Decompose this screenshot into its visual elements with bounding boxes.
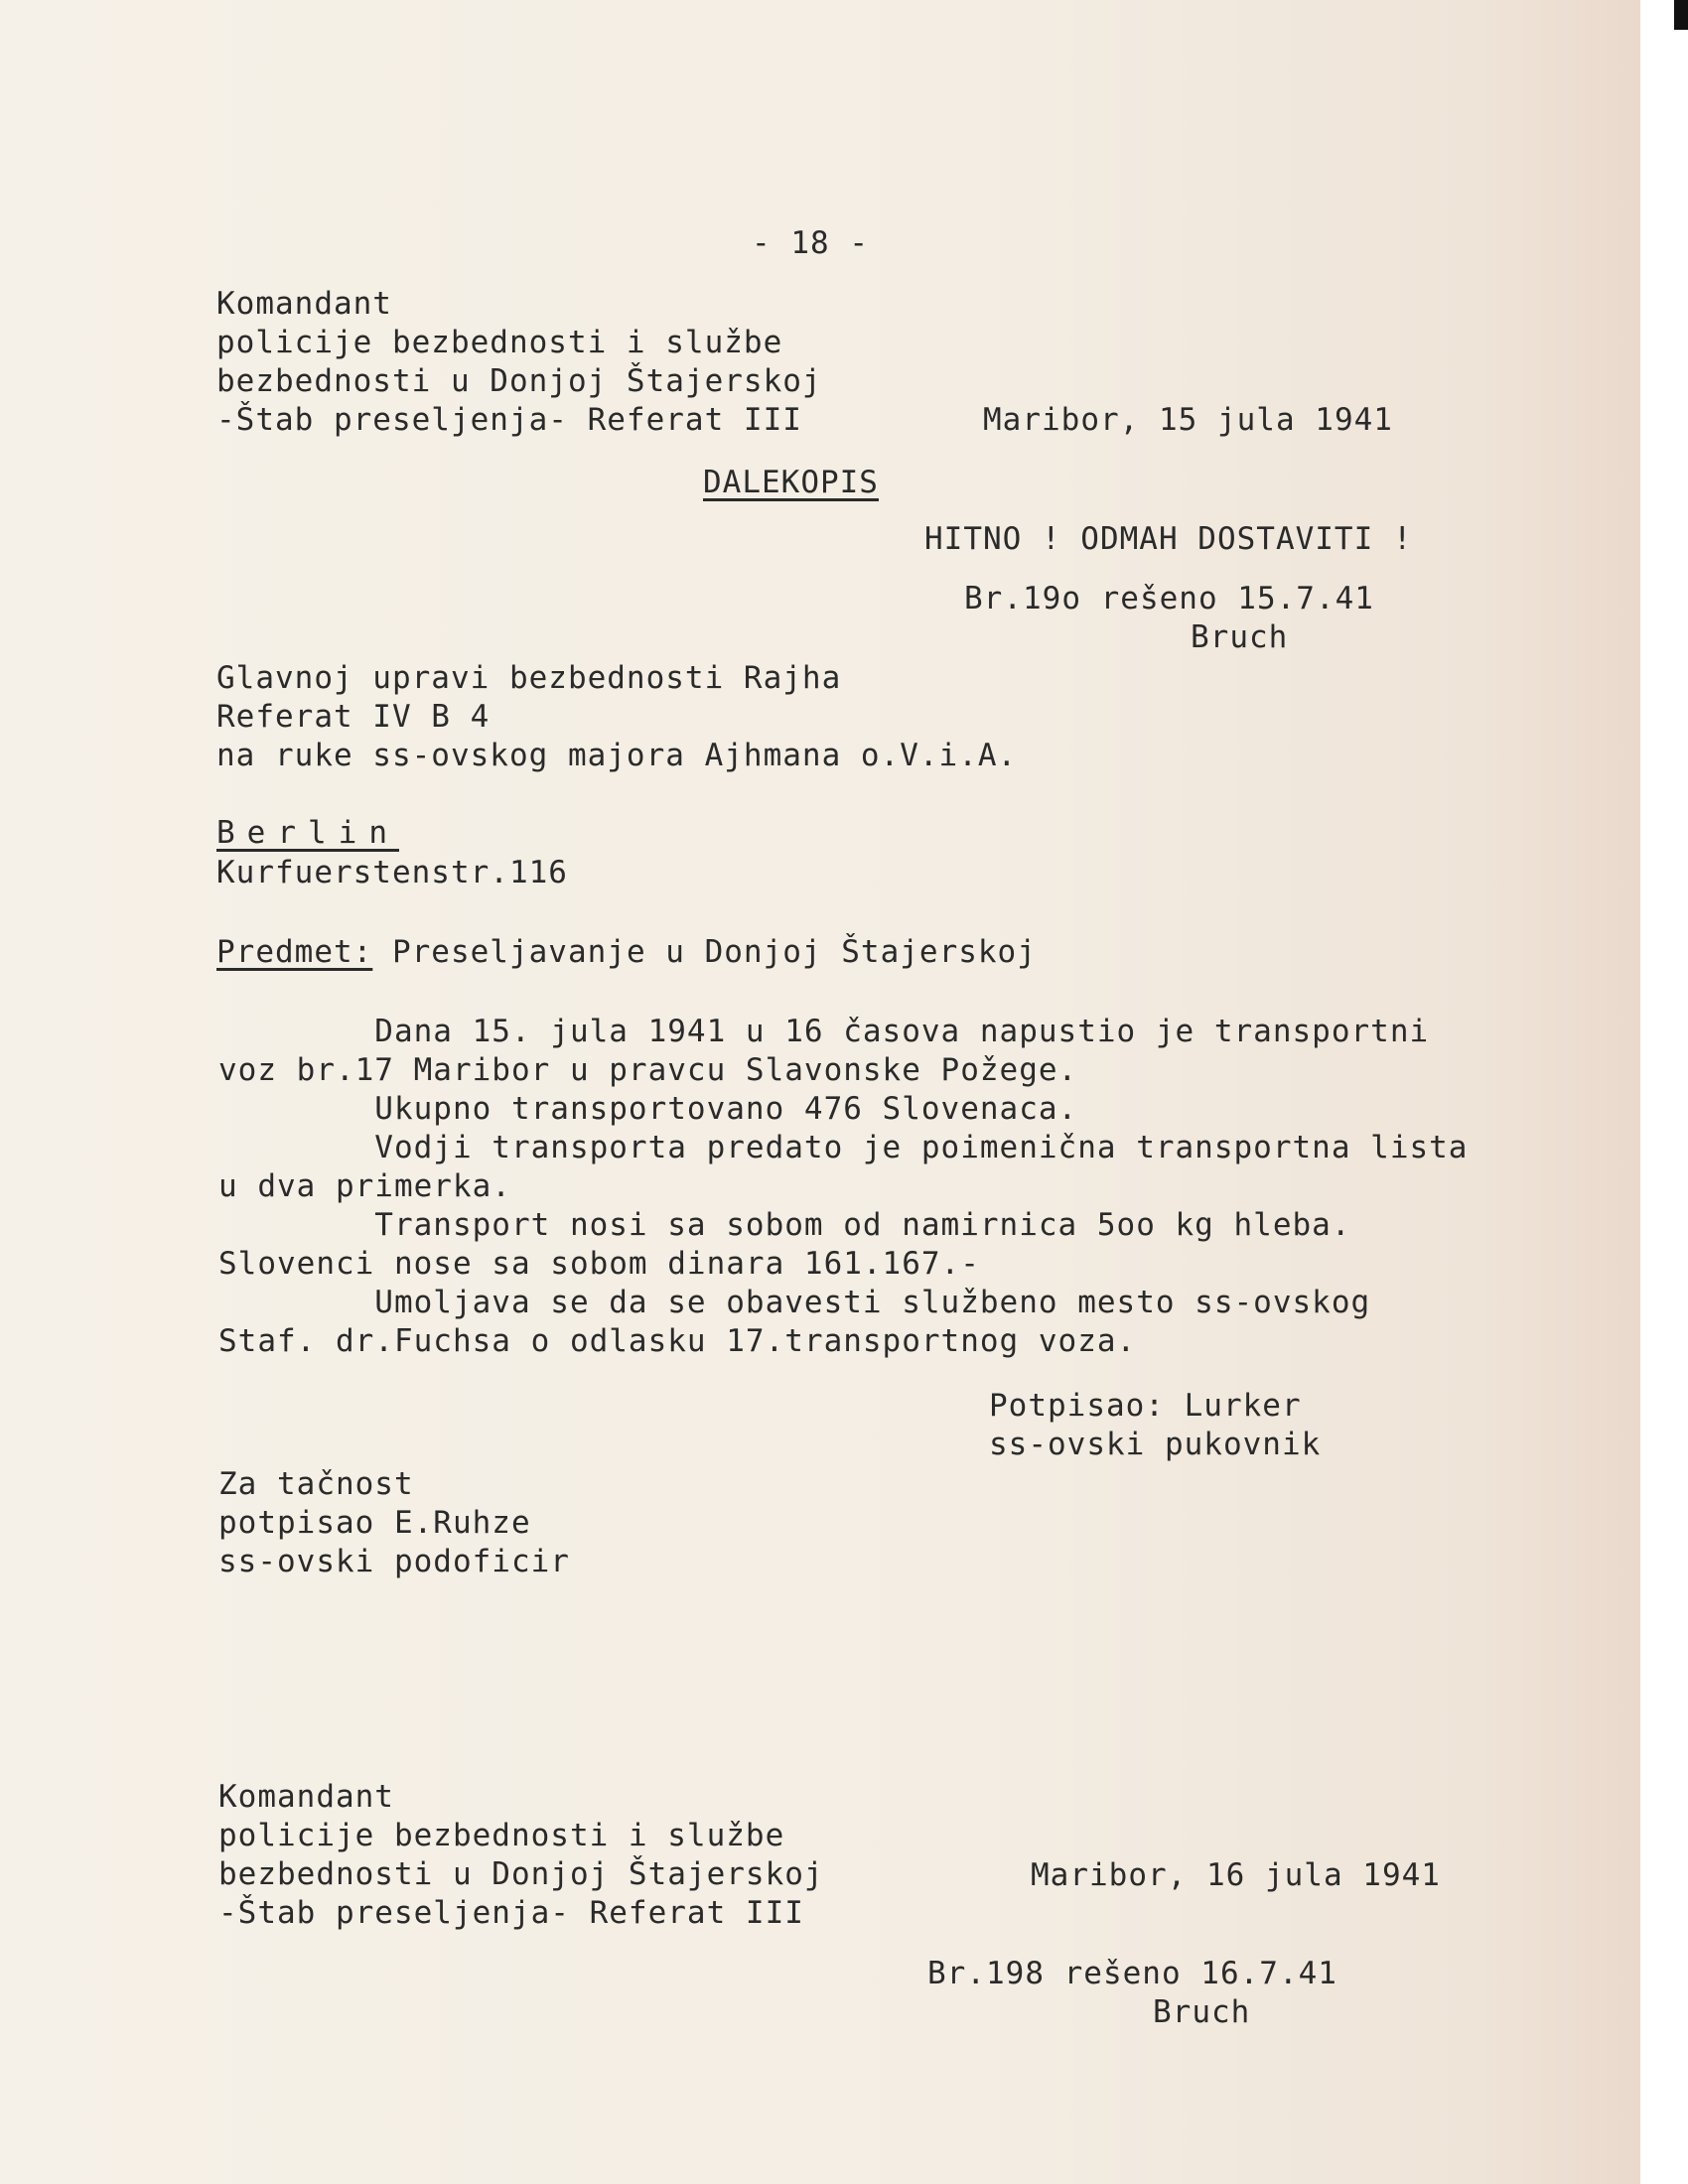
sender-line: policije bezbednosti i službe — [216, 325, 783, 360]
accuracy-line: Za tačnost — [218, 1466, 414, 1502]
letter2-place-date: Maribor, 16 jula 1941 — [1031, 1857, 1441, 1893]
sender-line: -Štab preseljenja- Referat III — [218, 1895, 804, 1931]
page-edge-mark — [1674, 0, 1688, 30]
recipient-line: Glavnoj upravi bezbednosti Rajha — [216, 660, 842, 696]
subject-text: Preseljavanje u Donjoj Štajerskoj — [391, 934, 1037, 970]
body-line: u dva primerka. — [218, 1168, 511, 1204]
signature-line: Potpisao: Lurker — [989, 1388, 1302, 1424]
recipient-line: na ruke ss-ovskog majora Ajhmana o.V.i.A. — [216, 738, 1018, 773]
body-line: Umoljava se da se obavesti službeno mesto ss-ovskog — [218, 1285, 1371, 1320]
accuracy-line: potpisao E.Ruhze — [218, 1505, 531, 1541]
sender-line: bezbednosti u Donjoj Štajerskoj — [218, 1856, 824, 1892]
letter1-signature — [989, 1387, 1321, 1464]
signature-line: ss-ovski pukovnik — [989, 1427, 1322, 1462]
letter2-ref-number: Br.198 rešeno 16.7.41 — [927, 1956, 1337, 1991]
letter1-recipient-block — [216, 659, 1017, 775]
subject-label: Predmet: — [216, 934, 373, 970]
letter2-ref-name: Bruch — [1153, 1994, 1251, 2030]
sender-line: Komandant — [218, 1779, 394, 1815]
letter1-doc-type: DALEKOPIS — [703, 465, 879, 500]
letter1-sender-block — [216, 285, 822, 440]
letter2-sender-block — [218, 1778, 824, 1933]
body-line: Vodji transporta predato je poimenična transportna lista — [218, 1130, 1469, 1165]
letter1-accuracy-block — [218, 1465, 570, 1581]
body-line: voz br.17 Maribor u pravcu Slavonske Požege. — [218, 1052, 1078, 1088]
letter1-city: Berlin — [216, 815, 399, 851]
sender-line: policije bezbednosti i službe — [218, 1818, 785, 1853]
page-edge — [1640, 0, 1688, 2184]
letter1-ref-name: Bruch — [1191, 619, 1289, 655]
body-line: Ukupno transportovano 476 Slovenaca. — [218, 1091, 1078, 1127]
letter1-body — [218, 1013, 1468, 1361]
sender-line: -Štab preseljenja- Referat III — [216, 402, 802, 438]
sender-line: bezbednosti u Donjoj Štajerskoj — [216, 363, 822, 399]
sender-line: Komandant — [216, 286, 392, 322]
letter1-ref-number: Br.19o rešeno 15.7.41 — [964, 581, 1374, 616]
page-number: - 18 - — [752, 225, 869, 261]
body-line: Transport nosi sa sobom od namirnica 5oo kg hleba. — [218, 1207, 1351, 1243]
letter1-urgent-note: HITNO ! ODMAH DOSTAVITI ! — [924, 521, 1413, 557]
body-line: Staf. dr.Fuchsa o odlasku 17.transportnog voza. — [218, 1323, 1137, 1359]
letter1-street: Kurfuerstenstr.116 — [216, 855, 568, 890]
body-line: Slovenci nose sa sobom dinara 161.167.- — [218, 1246, 980, 1282]
recipient-line: Referat IV B 4 — [216, 699, 491, 735]
letter1-subject — [216, 933, 1037, 972]
body-line: Dana 15. jula 1941 u 16 časova napustio je transportni — [218, 1014, 1430, 1049]
letter1-place-date: Maribor, 15 jula 1941 — [983, 402, 1393, 438]
accuracy-line: ss-ovski podoficir — [218, 1544, 570, 1579]
